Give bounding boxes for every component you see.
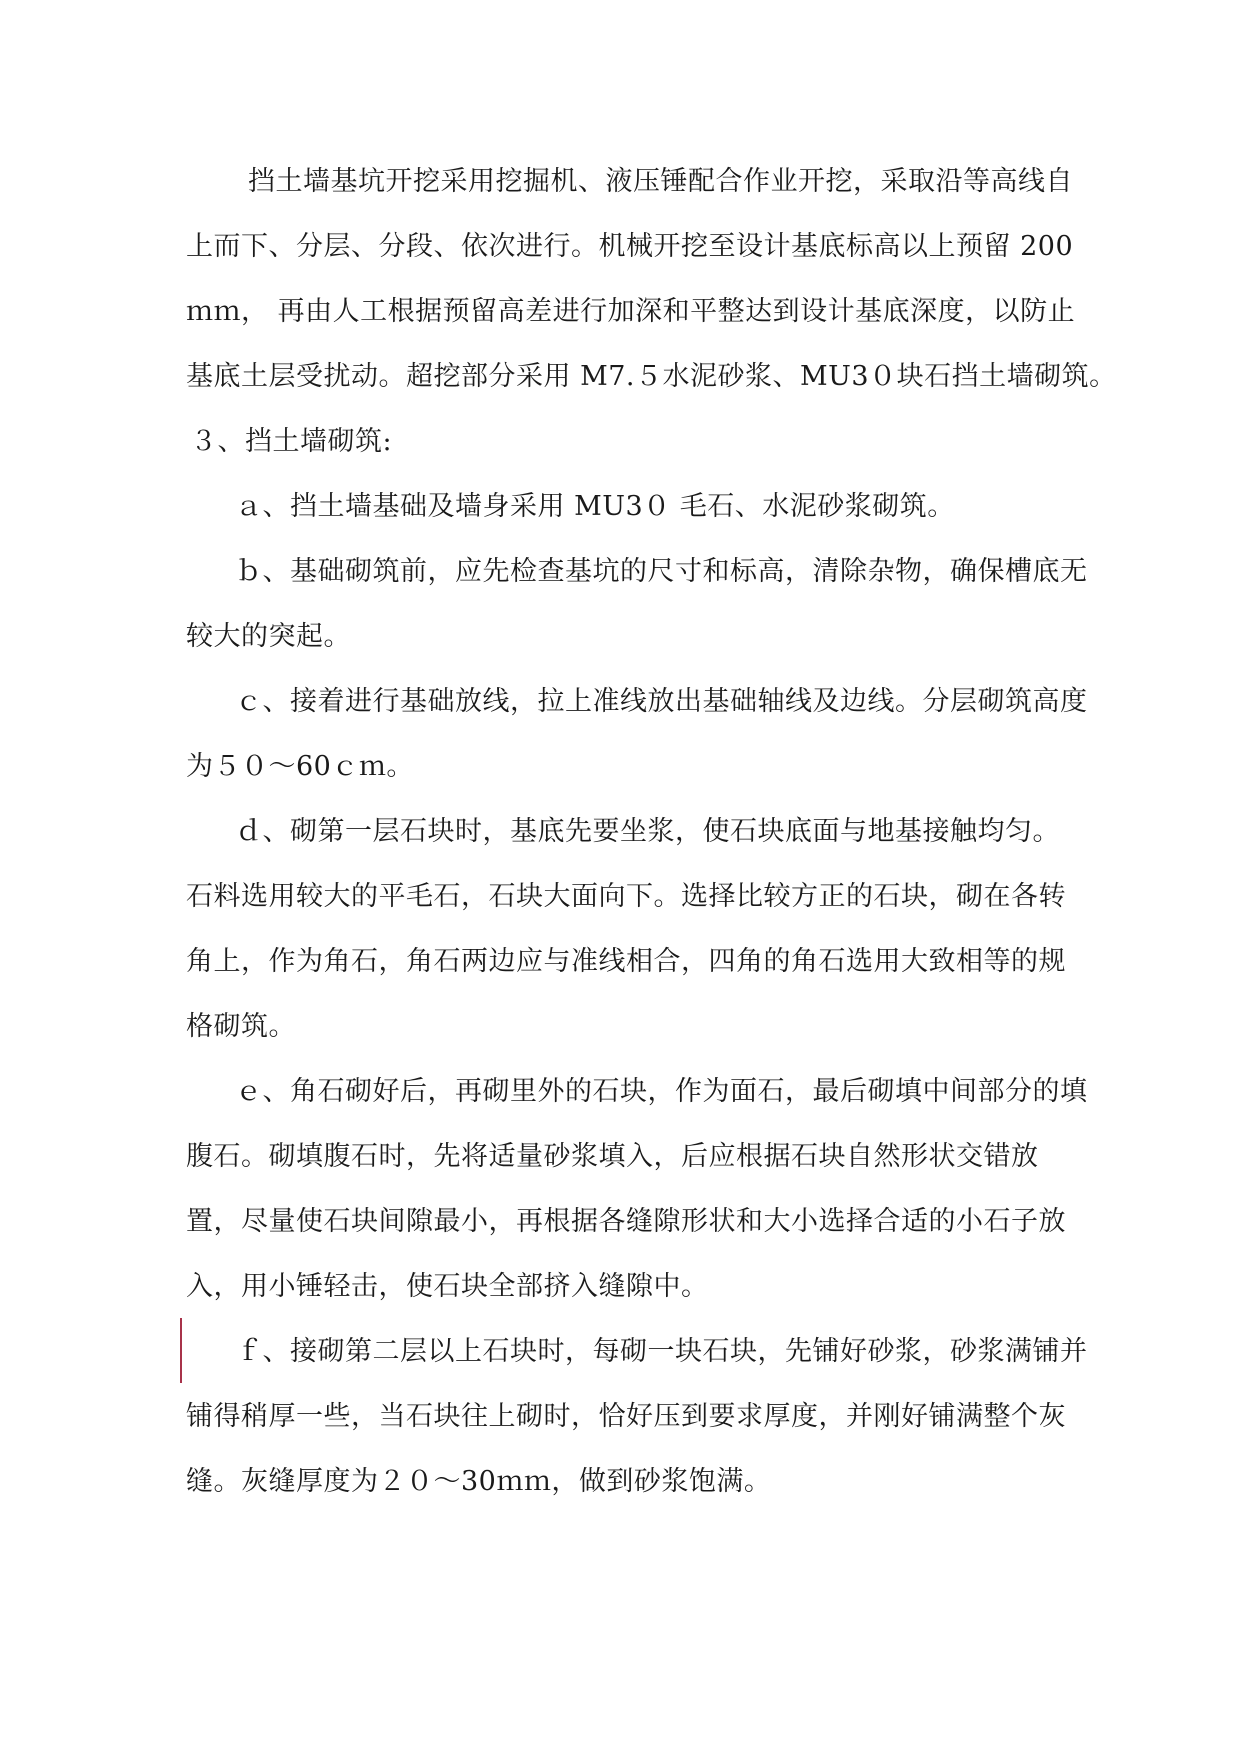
item-e-line-3: 置，尽量使石块间隙最小，再根据各缝隙形状和大小选择合适的小石子放: [186, 1206, 1066, 1237]
section-heading: ３、挡土墙砌筑:: [190, 426, 393, 457]
paragraph-1-line-3: ｍｍ， 再由人工根据预留高差进行加深和平整达到设计基底深度，以防止: [186, 296, 1076, 327]
item-f-line-3: 缝。灰缝厚度为２０～30ｍｍ，做到砂浆饱满。: [186, 1466, 772, 1497]
margin-revision-mark: [180, 1318, 182, 1383]
item-d-line-2: 石料选用较大的平毛石，石块大面向下。选择比较方正的石块，砌在各转: [186, 881, 1066, 912]
item-b-line-2: 较大的突起。: [186, 621, 351, 652]
paragraph-1-line-4: 基底土层受扰动。超挖部分采用 M7.５水泥砂浆、MU3０块石挡土墙砌筑。: [186, 361, 1117, 392]
item-d-line-4: 格砌筑。: [186, 1011, 296, 1042]
item-c-line-1: ｃ、接着进行基础放线，拉上准线放出基础轴线及边线。分层砌筑高度: [235, 686, 1088, 717]
item-d-line-1: ｄ、砌第一层石块时，基底先要坐浆，使石块底面与地基接触均匀。: [235, 816, 1060, 847]
paragraph-1-line-1: 挡土墙基坑开挖采用挖掘机、液压锤配合作业开挖，采取沿等高线自: [248, 166, 1073, 197]
item-e-line-4: 入，用小锤轻击，使石块全部挤入缝隙中。: [186, 1271, 709, 1302]
item-f-line-2: 铺得稍厚一些，当石块往上砌时，恰好压到要求厚度，并刚好铺满整个灰: [186, 1401, 1066, 1432]
item-c-line-2: 为５０～60ｃｍ。: [186, 751, 414, 782]
item-f-line-1: ｆ、接砌第二层以上石块时，每砌一块石块，先铺好砂浆，砂浆满铺并: [235, 1336, 1088, 1367]
item-d-line-3: 角上，作为角石，角石两边应与准线相合，四角的角石选用大致相等的规: [186, 946, 1066, 977]
item-b-line-1: ｂ、基础砌筑前，应先检查基坑的尺寸和标高，清除杂物，确保槽底无: [235, 556, 1088, 587]
item-a-line-1: ａ、挡土墙基础及墙身采用 MU3０ 毛石、水泥砂浆砌筑。: [235, 491, 955, 522]
paragraph-1-line-2: 上而下、分层、分段、依次进行。机械开挖至设计基底标高以上预留 200: [186, 231, 1074, 262]
item-e-line-2: 腹石。砌填腹石时，先将适量砂浆填入，后应根据石块自然形状交错放: [186, 1141, 1039, 1172]
item-e-line-1: ｅ、角石砌好后，再砌里外的石块，作为面石，最后砌填中间部分的填: [235, 1076, 1088, 1107]
